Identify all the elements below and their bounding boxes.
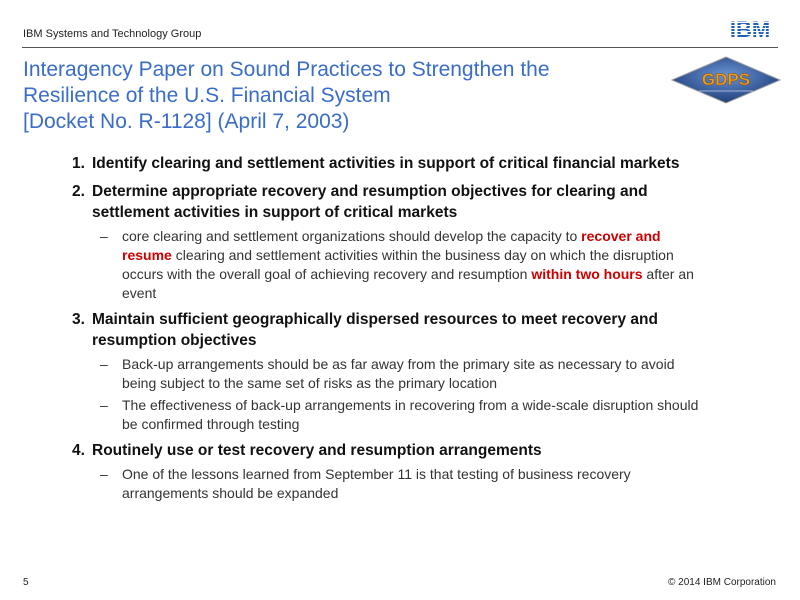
header-group-label: IBM Systems and Technology Group [23, 28, 202, 40]
ibm-logo [722, 17, 778, 41]
sub-bullet-2a: – core clearing and settlement organizations should develop the capacity to recover and resume clearing and settlement activities within the business day on which the disruption occurs with the overall goal of achieving recovery and resumption within two hours after an event [100, 228, 694, 301]
list-item-text: Identify clearing and settlement activities in support of critical financial markets [92, 155, 680, 172]
dash-bullet: – [100, 466, 108, 482]
slide-title [23, 57, 663, 135]
svg-text:GDPS: GDPS [701, 70, 751, 89]
highlight-recover-resume: recover and resume [122, 228, 661, 263]
gdps-logo [671, 56, 781, 104]
list-item-text: Determine appropriate recovery and resumption objectives for clearing and settlement activities in support of critical markets [92, 183, 648, 221]
list-item-4: 4. Routinely use or test recovery and resumption arrangements [72, 440, 712, 461]
page-number: 5 [23, 577, 29, 588]
list-item-2: 2. Determine appropriate recovery and resumption objectives for clearing and settlement activities in support of critical markets [72, 181, 712, 223]
list-item-1: 1. Identify clearing and settlement activities in support of critical financial markets [72, 153, 712, 174]
list-item-text: Maintain sufficient geographically dispersed resources to meet recovery and resumption objectives [92, 311, 658, 349]
sub-bullet-3a: – Back-up arrangements should be as far away from the primary site as necessary to avoid being subject to the same set of risks as the primary location [100, 356, 675, 391]
list-item-3: 3. Maintain sufficient geographically dispersed resources to meet recovery and resumption objectives [72, 309, 712, 351]
dash-bullet: – [100, 356, 108, 372]
title-line-3: [Docket No. R-1128] (April 7, 2003) [23, 110, 350, 133]
sub-bullet-4a: – One of the lessons learned from September 11 is that testing of business recovery arrangements should be expanded [100, 466, 631, 501]
highlight-within-two-hours: within two hours [531, 266, 643, 282]
svg-text:IBM: IBM [729, 17, 771, 41]
dash-bullet: – [100, 228, 108, 244]
copyright-notice: © 2014 IBM Corporation [668, 577, 776, 588]
title-line-1: Interagency Paper on Sound Practices to Strengthen the [23, 58, 550, 81]
dash-bullet: – [100, 397, 108, 413]
bullet-content [72, 153, 712, 509]
sub-bullet-3b: – The effectiveness of back-up arrangements in recovering from a wide-scale disruption should be confirmed through testing [100, 397, 699, 432]
header-divider [22, 47, 778, 48]
list-item-text: Routinely use or test recovery and resumption arrangements [92, 442, 542, 459]
title-line-2: Resilience of the U.S. Financial System [23, 84, 391, 107]
